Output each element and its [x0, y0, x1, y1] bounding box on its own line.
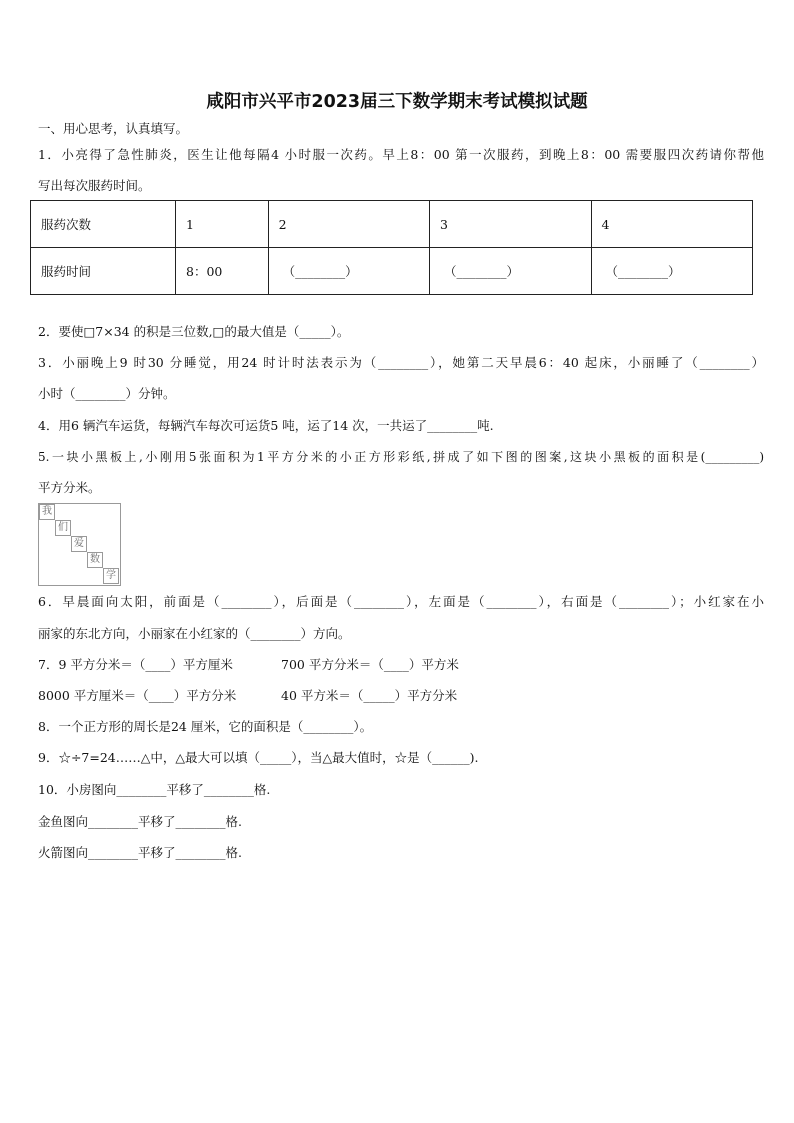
- paper-squares-figure: [38, 503, 121, 586]
- table-cell: 2: [268, 201, 429, 248]
- grid-cell: 爱: [71, 536, 87, 552]
- grid-cell: 我: [39, 504, 55, 520]
- question-6-line-1: 6．早晨面向太阳，前面是（________），后面是（________），左面是（________），右面是（________）；小红家在小: [38, 594, 764, 609]
- question-1-line-1: 1．小亮得了急性肺炎，医生让他每隔4 小时服一次药。早上8：00 第一次服药，到晚上8：00 需要服四次药请你帮他: [38, 147, 764, 162]
- question-1-line-2: 写出每次服药时间。: [38, 178, 151, 193]
- question-2: 2．要使□7×34 的积是三位数,□的最大值是（_____）。: [38, 324, 350, 339]
- answer-blank-cell[interactable]: （________）: [591, 248, 753, 295]
- table-cell: 1: [176, 201, 269, 248]
- answer-blank-cell[interactable]: （________）: [430, 248, 591, 295]
- question-9: 9．☆÷7=24……△中，△最大可以填（_____），当△最大值时，☆是（______).: [38, 750, 479, 765]
- table-cell: 服药时间: [31, 248, 176, 295]
- question-6-line-2: 丽家的东北方向，小丽家在小红家的（________）方向。: [38, 626, 351, 641]
- question-5-line-2: 平方分米。: [38, 480, 101, 495]
- question-3-line-1: 3．小丽晚上9 时30 分睡觉，用24 时计时法表示为（________），她第二天早晨6：40 起床，小丽睡了（________）: [38, 355, 764, 370]
- question-8: 8．一个正方形的周长是24 厘米，它的面积是（________）。: [38, 719, 373, 734]
- question-10-line-1: 10．小房图向________平移了________格.: [38, 782, 271, 797]
- section-heading: 一、用心思考，认真填写。: [38, 121, 189, 136]
- table-cell: 服药次数: [31, 201, 176, 248]
- table-row: [31, 201, 753, 248]
- table-row: [31, 248, 753, 295]
- grid-cell: 学: [103, 568, 119, 584]
- question-7-part-a: 7．9 平方分米＝（____）平方厘米: [38, 657, 233, 672]
- question-4: 4．用6 辆汽车运货，每辆汽车每次可运货5 吨，运了14 次，一共运了________吨.: [38, 418, 494, 433]
- table-cell: 4: [591, 201, 753, 248]
- table-cell: 3: [430, 201, 591, 248]
- question-10-line-3: 火箭图向________平移了________格.: [38, 845, 242, 860]
- question-10-line-2: 金鱼图向________平移了________格.: [38, 814, 242, 829]
- question-7-part-d: 40 平方米＝（_____）平方分米: [281, 688, 458, 703]
- medication-schedule-table: [30, 200, 753, 295]
- table-cell: 8：00: [176, 248, 269, 295]
- grid-cell: 们: [55, 520, 71, 536]
- exam-title: 咸阳市兴平市2023届三下数学期末考试模拟试题: [206, 92, 588, 112]
- question-5-line-1: 5.一块小黑板上,小刚用5张面积为1平方分米的小正方形彩纸,拼成了如下图的图案,这块小黑板的面积是(_________): [38, 450, 764, 464]
- grid-cell: 数: [87, 552, 103, 568]
- question-7-part-b: 700 平方分米＝（____）平方米: [281, 657, 459, 672]
- question-3-line-2: 小时（________）分钟。: [38, 386, 176, 401]
- answer-blank-cell[interactable]: （________）: [268, 248, 429, 295]
- question-7-part-c: 8000 平方厘米＝（____）平方分米: [38, 688, 237, 703]
